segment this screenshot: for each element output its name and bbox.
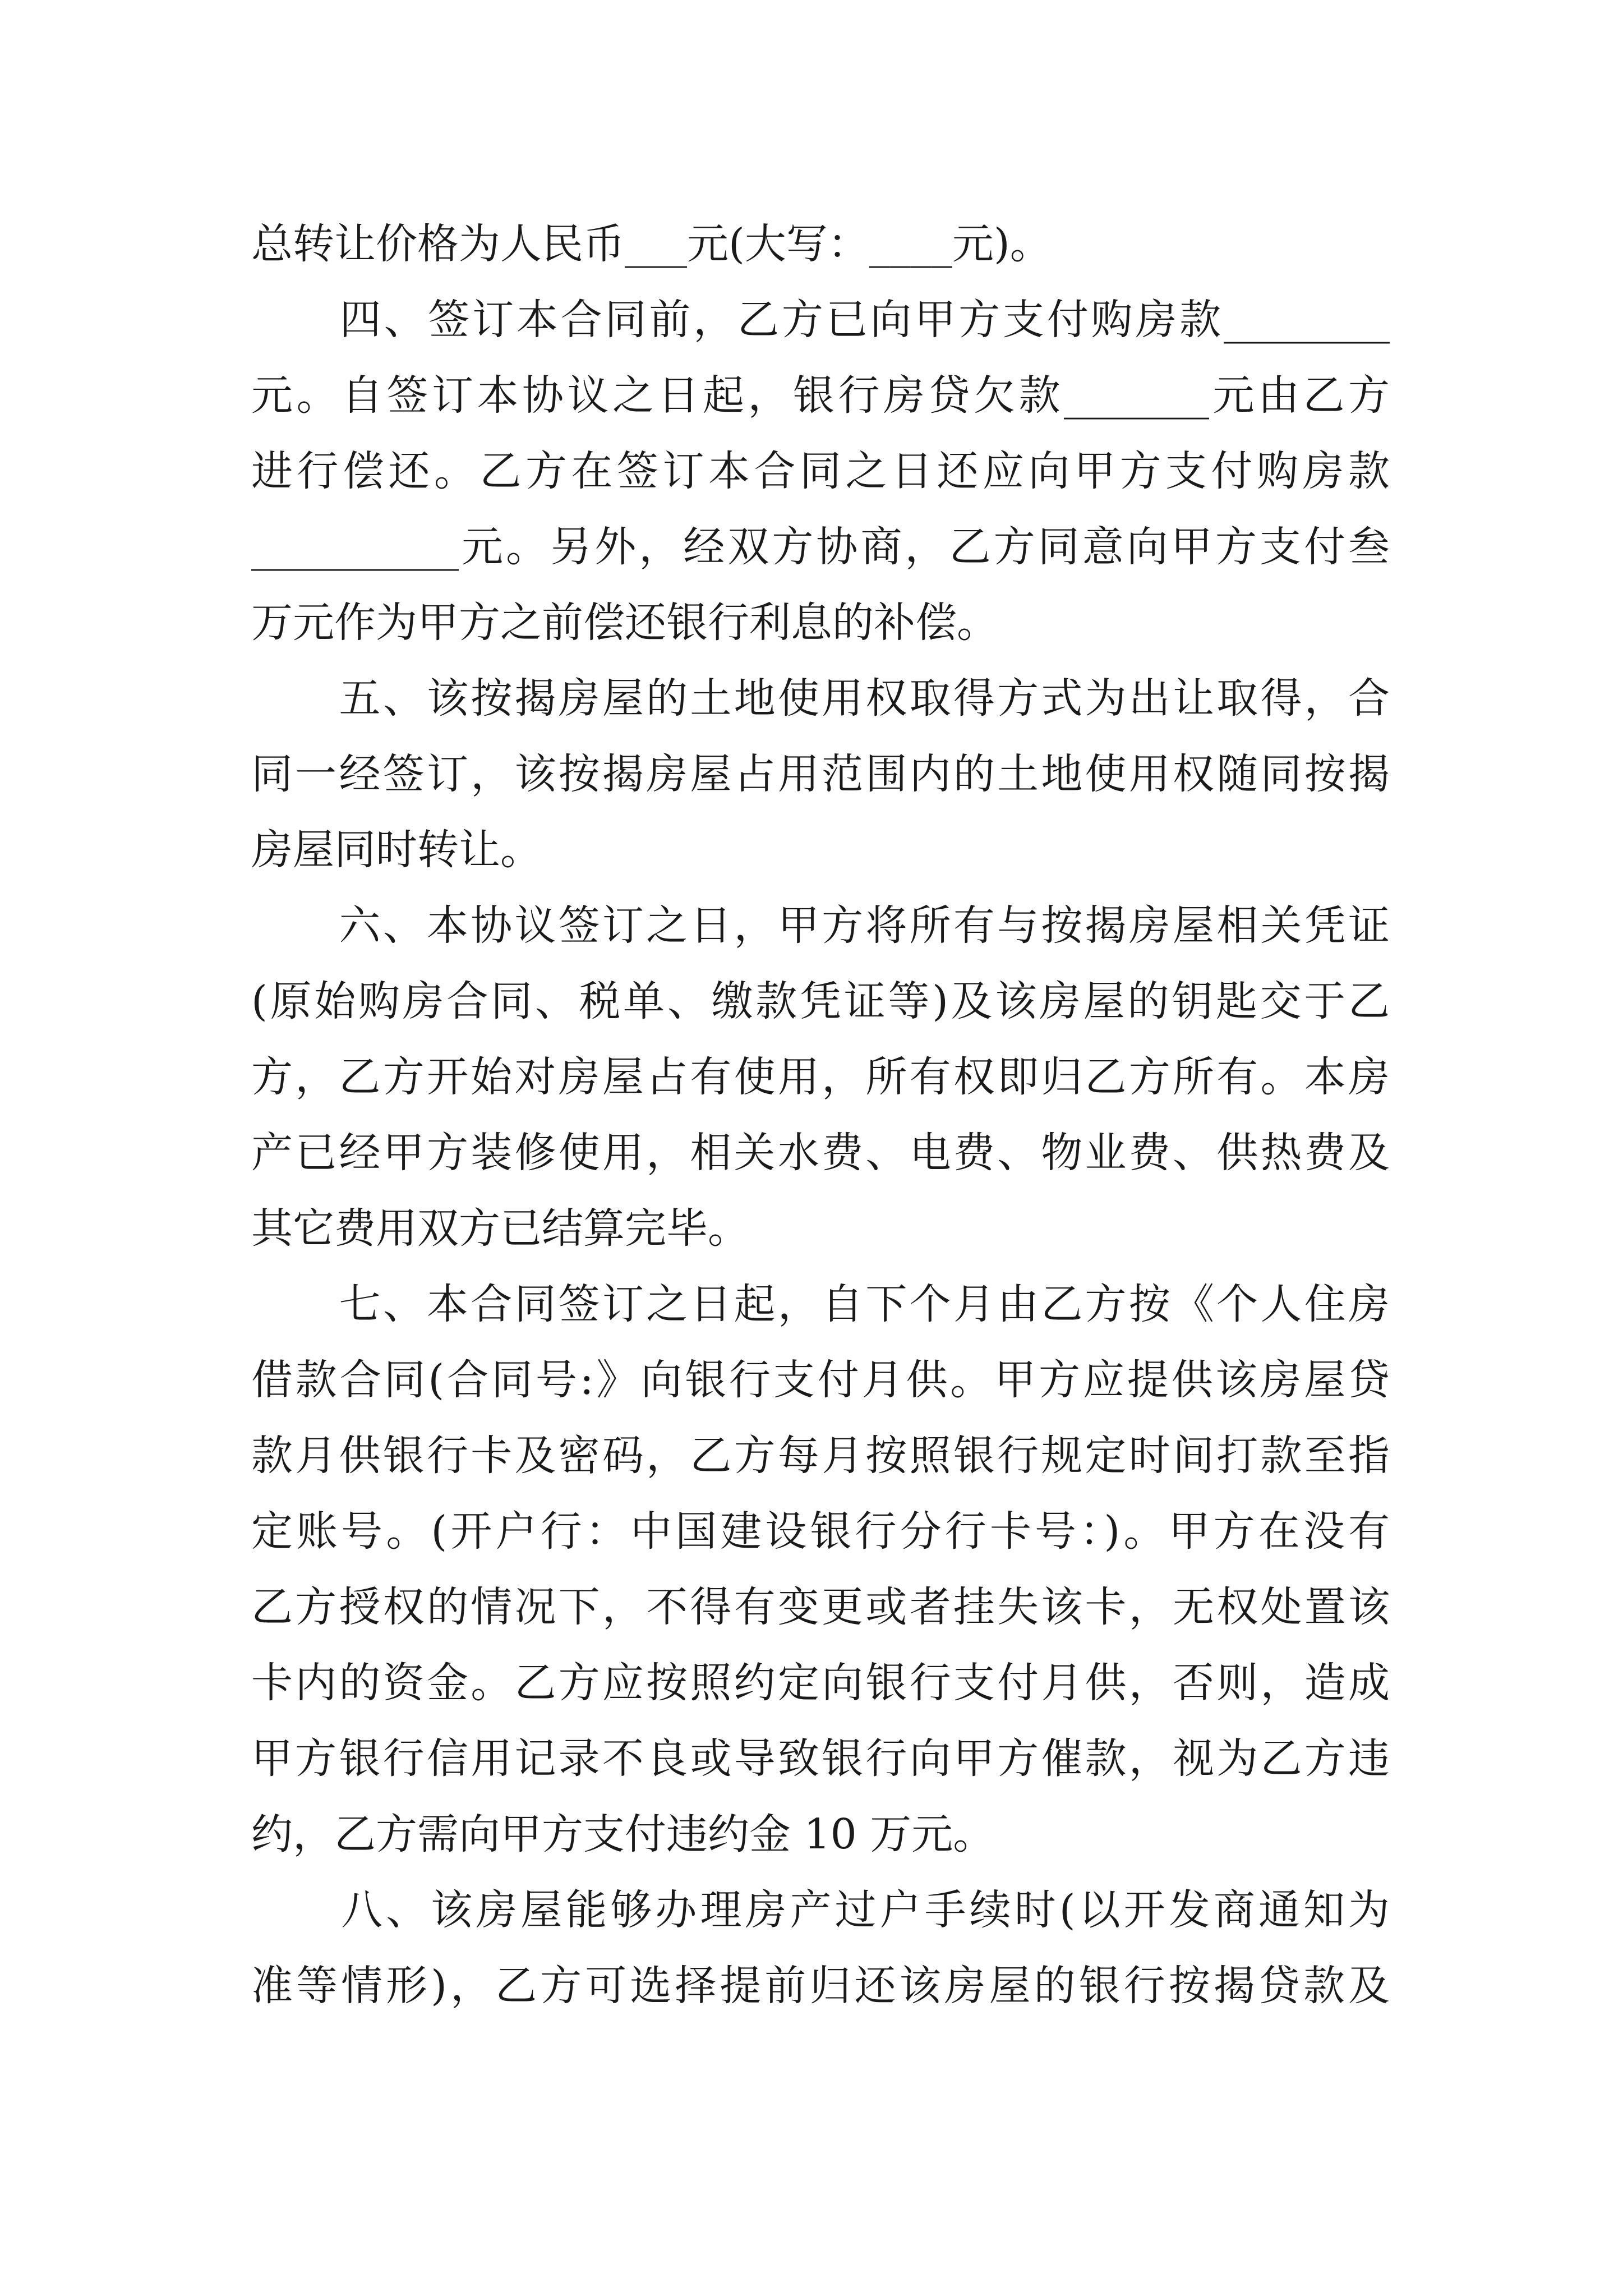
text-line: 同一经签订，该按揭房屋占用范围内的土地使用权随同按揭	[251, 750, 1390, 798]
text-line: 八、该房屋能够办理房产过户手续时(以开发商通知为	[251, 1886, 1390, 1934]
text-line: 六、本协议签订之日，甲方将所有与按揭房屋相关凭证	[251, 901, 1390, 950]
text-line: 七、本合同签订之日起，自下个月由乙方按《个人住房	[251, 1280, 1390, 1328]
text-line: 卡内的资金。乙方应按照约定向银行支付月供，否则，造成	[251, 1659, 1390, 1707]
text-line: 约，乙方需向甲方支付违约金 10 万元。	[251, 1810, 995, 1858]
text-line: 准等情形)，乙方可选择提前归还该房屋的银行按揭贷款及	[251, 1962, 1390, 2010]
text-line: 甲方银行信用记录不良或导致银行向甲方催款，视为乙方违	[251, 1734, 1390, 1783]
text-line: 四、签订本合同前，乙方已向甲方支付购房款________	[251, 296, 1390, 344]
text-line: 乙方授权的情况下，不得有变更或者挂失该卡，无权处置该	[251, 1583, 1390, 1631]
text-line: 房屋同时转让。	[251, 826, 542, 874]
text-line: 借款合同(合同号:》向银行支付月供。甲方应提供该房屋贷	[251, 1356, 1390, 1404]
text-line: 五、该按揭房屋的土地使用权取得方式为出让取得，合	[251, 674, 1390, 723]
text-line: (原始购房合同、税单、缴款凭证等)及该房屋的钥匙交于乙	[251, 977, 1390, 1025]
text-line: 其它费用双方已结算完毕。	[251, 1204, 749, 1253]
text-line: 进行偿还。乙方在签订本合同之日还应向甲方支付购房款	[251, 447, 1390, 495]
text-line: 定账号。(开户行：中国建设银行分行卡号：)。甲方在没有	[251, 1507, 1390, 1556]
text-line: 方，乙方开始对房屋占有使用，所有权即归乙方所有。本房	[251, 1053, 1390, 1101]
text-line: 产已经甲方装修使用，相关水费、电费、物业费、供热费及	[251, 1129, 1390, 1177]
text-line: 万元作为甲方之前偿还银行利息的补偿。	[251, 599, 998, 647]
text-line: 元。自签订本协议之日起，银行房贷欠款_______元由乙方	[251, 371, 1390, 420]
text-line: 款月供银行卡及密码，乙方每月按照银行规定时间打款至指	[251, 1432, 1390, 1480]
text-line: __________元。另外，经双方协商，乙方同意向甲方支付叁	[251, 523, 1390, 571]
text-line: 总转让价格为人民币___元(大写：____元)。	[251, 220, 1052, 268]
